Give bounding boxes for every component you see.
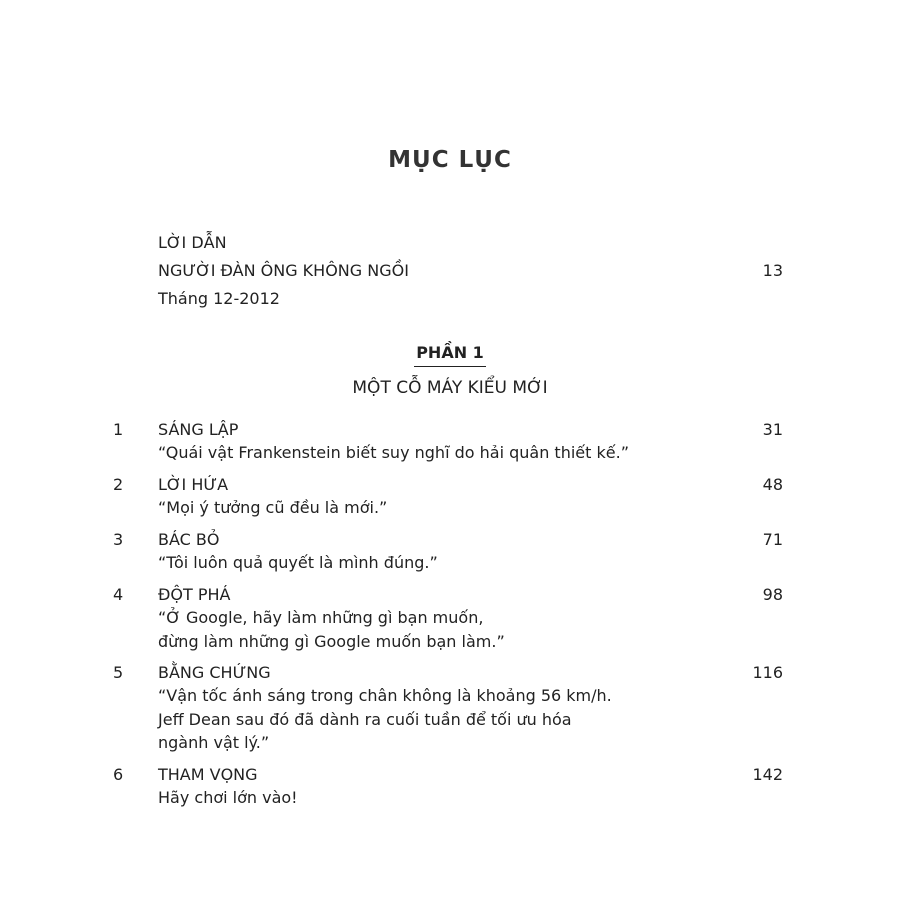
chapter-page: 98 xyxy=(762,585,783,604)
chapter-title: BÁC BỎ xyxy=(158,530,220,549)
chapter-page: 142 xyxy=(752,765,783,784)
chapter-quote: “Vận tốc ánh sáng trong chân không là khoảng 56 km/h. Jeff Dean sau đó đã dành ra cuối tuần để tối ưu hóa ngành vật lý.” xyxy=(158,686,612,752)
chapter-page: 48 xyxy=(762,475,783,494)
intro-heading xyxy=(158,229,783,257)
chapter-number: 1 xyxy=(113,420,124,439)
page-title: MỤC LỤC xyxy=(388,147,512,173)
chapter-quote: Hãy chơi lớn vào! xyxy=(158,788,298,807)
chapter-title: SÁNG LẬP xyxy=(158,420,239,439)
part-subtitle: MỘT CỖ MÁY KIỂU MỚI xyxy=(352,378,548,398)
intro-date-text: Tháng 12-2012 xyxy=(158,289,280,308)
intro-entry[interactable] xyxy=(158,257,783,285)
chapter-page: 31 xyxy=(762,420,783,439)
intro-date xyxy=(158,285,783,313)
chapter-quote: “Mọi ý tưởng cũ đều là mới.” xyxy=(158,498,388,517)
chapter-title: ĐỘT PHÁ xyxy=(158,585,231,604)
part-label-text: PHẦN 1 xyxy=(414,342,486,367)
intro-entry-title: NGƯỜI ĐÀN ÔNG KHÔNG NGỒI xyxy=(158,261,409,280)
chapter-page: 116 xyxy=(752,663,783,682)
chapter-number: 3 xyxy=(113,530,124,549)
intro-heading-text: LỜI DẪN xyxy=(158,233,227,252)
chapter-title: BẰNG CHỨNG xyxy=(158,663,271,682)
chapter-title: THAM VỌNG xyxy=(158,765,258,784)
chapter-number: 4 xyxy=(113,585,124,604)
chapter-number: 5 xyxy=(113,663,124,682)
chapter-number: 2 xyxy=(113,475,124,494)
chapter-page: 71 xyxy=(762,530,783,549)
intro-entry-page: 13 xyxy=(762,261,783,280)
chapter-quote: “Tôi luôn quả quyết là mình đúng.” xyxy=(158,553,438,572)
chapter-quote: “Ở Google, hãy làm những gì bạn muốn, đừng làm những gì Google muốn bạn làm.” xyxy=(158,608,505,651)
chapter-title: LỜI HỨA xyxy=(158,475,229,494)
chapter-number: 6 xyxy=(113,765,124,784)
part-label xyxy=(0,342,900,367)
intro-section xyxy=(158,229,783,313)
chapter-quote: “Quái vật Frankenstein biết suy nghĩ do hải quân thiết kế.” xyxy=(158,443,629,462)
